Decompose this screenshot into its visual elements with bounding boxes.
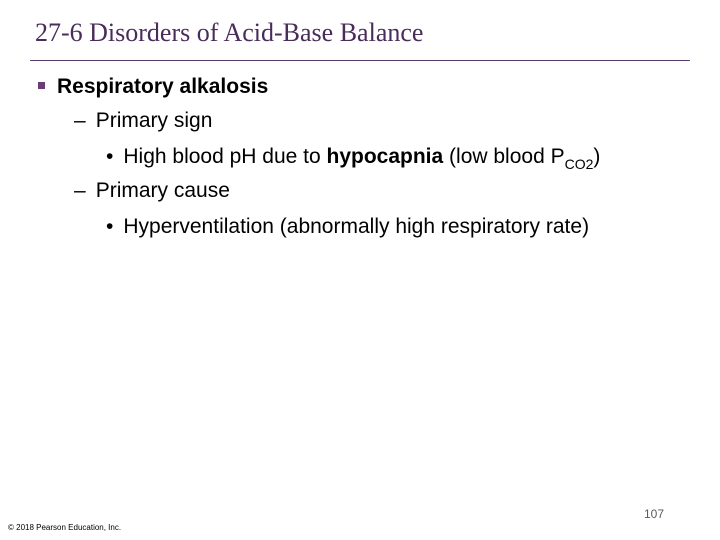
co-subscript: [565, 156, 594, 172]
co-subscript-digit: 2: [585, 156, 594, 172]
co-subscript-letters: CO: [564, 156, 586, 172]
copyright-notice: © 2018 Pearson Education, Inc.: [8, 523, 122, 532]
sign-close-paren: ): [593, 145, 601, 168]
bullet-respiratory-alkalosis: [38, 75, 268, 99]
sign-text-before: High blood pH due to: [123, 145, 327, 168]
cause-text: Hyperventilation (abnormally high respiratory rate): [123, 215, 590, 238]
dot-bullet-icon: •: [106, 145, 114, 168]
dash-bullet-icon: –: [74, 179, 86, 202]
hypocapnia-term: hypocapnia: [326, 145, 444, 168]
page-number: 107: [644, 507, 665, 521]
page-title: 27-6 Disorders of Acid-Base Balance: [35, 18, 424, 47]
sub-sub-bullet-sign-detail: [106, 145, 601, 172]
dot-bullet-icon: •: [106, 215, 114, 238]
sub-bullet-primary-cause: [74, 179, 230, 203]
sub-bullet-primary-sign: [74, 109, 212, 133]
primary-sign-label: Primary sign: [95, 109, 213, 132]
dash-bullet-icon: –: [74, 109, 86, 132]
sub-sub-bullet-cause-detail: [106, 215, 589, 239]
primary-cause-label: Primary cause: [95, 179, 230, 202]
level1-text: Respiratory alkalosis: [57, 75, 269, 98]
sign-text-after: (low blood P: [443, 145, 565, 168]
square-bullet-icon: [38, 82, 45, 89]
